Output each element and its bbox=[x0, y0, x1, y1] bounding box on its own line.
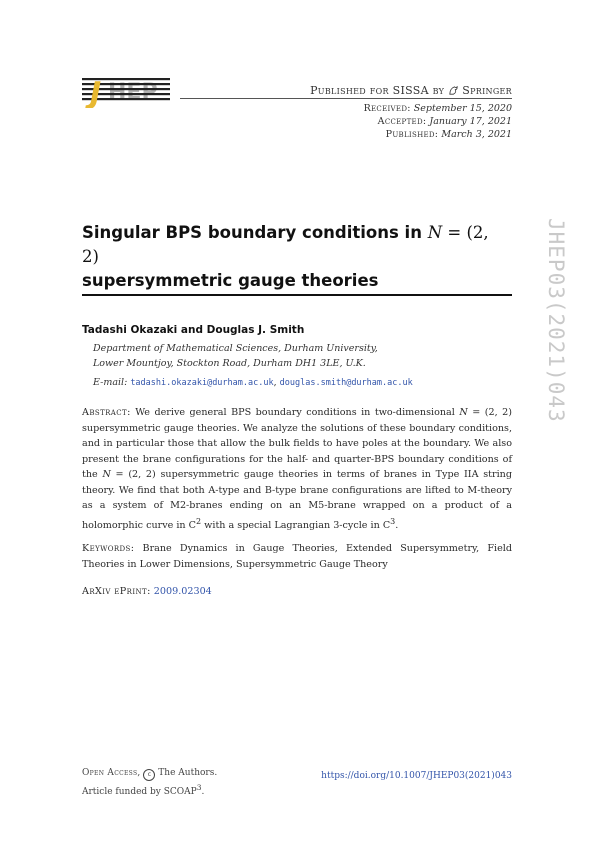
keywords: Keywords: Brane Dynamics in Gauge Theories, Extended Supersymmetry, Field Theories in Lower Dimensions, Supersymmetric Gauge Theory bbox=[82, 543, 512, 570]
springer-name: Springer bbox=[462, 84, 512, 97]
keywords-heading: Keywords: bbox=[82, 543, 135, 554]
email-line: E-mail: tadashi.okazaki@durham.ac.uk, douglas.smith@durham.ac.uk bbox=[93, 377, 413, 388]
date-published: Published: March 3, 2021 bbox=[385, 129, 512, 140]
jhep-logo bbox=[82, 76, 170, 108]
abstract-heading: Abstract: bbox=[82, 407, 131, 418]
title-math: N = (2, 2) bbox=[82, 223, 489, 266]
email-link-smith[interactable]: douglas.smith@durham.ac.uk bbox=[279, 378, 413, 388]
svg-text:J: J bbox=[90, 76, 102, 108]
abstract: Abstract: We derive general BPS boundary conditions in two-dimensional N = (2, 2) supersymmetric gauge theories. We analyze the solutions of these boundary conditions, and in particular those that allow the bulk fields to have poles at the boundary. We also present the brane configurations for the half- and quarter-BPS boundary conditions of the N = (2, 2) supersymmetric gauge theories in terms of branes in Type IIA string theory. We find that both A-type and B-type brane configurations are lifted to M-theory as a system of M2-branes ending on an M5-brane wrapped on a product of a holomorphic curve in $C^2$ with a special Lagrangian 3-cycle in $C^3$. bbox=[82, 407, 512, 531]
publisher-text: Published for SISSA by bbox=[310, 84, 445, 97]
cc-license-icon: c bbox=[143, 769, 155, 781]
footer-license: Open Access, c The Authors. Article funded by SCOAP$^3$. bbox=[82, 768, 218, 797]
doi-link[interactable]: https://doi.org/10.1007/JHEP03(2021)043 bbox=[321, 771, 512, 781]
arxiv-eprint: ArXiv ePrint: 2009.02304 bbox=[82, 586, 212, 597]
arxiv-link[interactable]: 2009.02304 bbox=[153, 586, 212, 597]
springer-horse-icon bbox=[448, 85, 459, 96]
email-link-okazaki[interactable]: tadashi.okazaki@durham.ac.uk bbox=[130, 378, 274, 388]
publisher-line bbox=[310, 84, 512, 97]
paper-title: Singular BPS boundary conditions in N = (2, 2) supersymmetric gauge theories bbox=[82, 223, 489, 290]
authors: Tadashi Okazaki and Douglas J. Smith bbox=[82, 324, 305, 336]
date-received: Received: September 15, 2020 bbox=[363, 103, 512, 114]
svg-text:HEP: HEP bbox=[108, 80, 158, 105]
date-accepted: Accepted: January 17, 2021 bbox=[377, 116, 512, 127]
affiliation: Department of Mathematical Sciences, Durham University, Lower Mountjoy, Stockton Road, Durham DH1 3LE, U.K. bbox=[93, 343, 378, 369]
publication-dates bbox=[364, 102, 512, 141]
header-rule bbox=[180, 98, 512, 99]
side-article-id: JHEP03(2021)043 bbox=[544, 218, 568, 423]
title-rule bbox=[82, 294, 512, 296]
